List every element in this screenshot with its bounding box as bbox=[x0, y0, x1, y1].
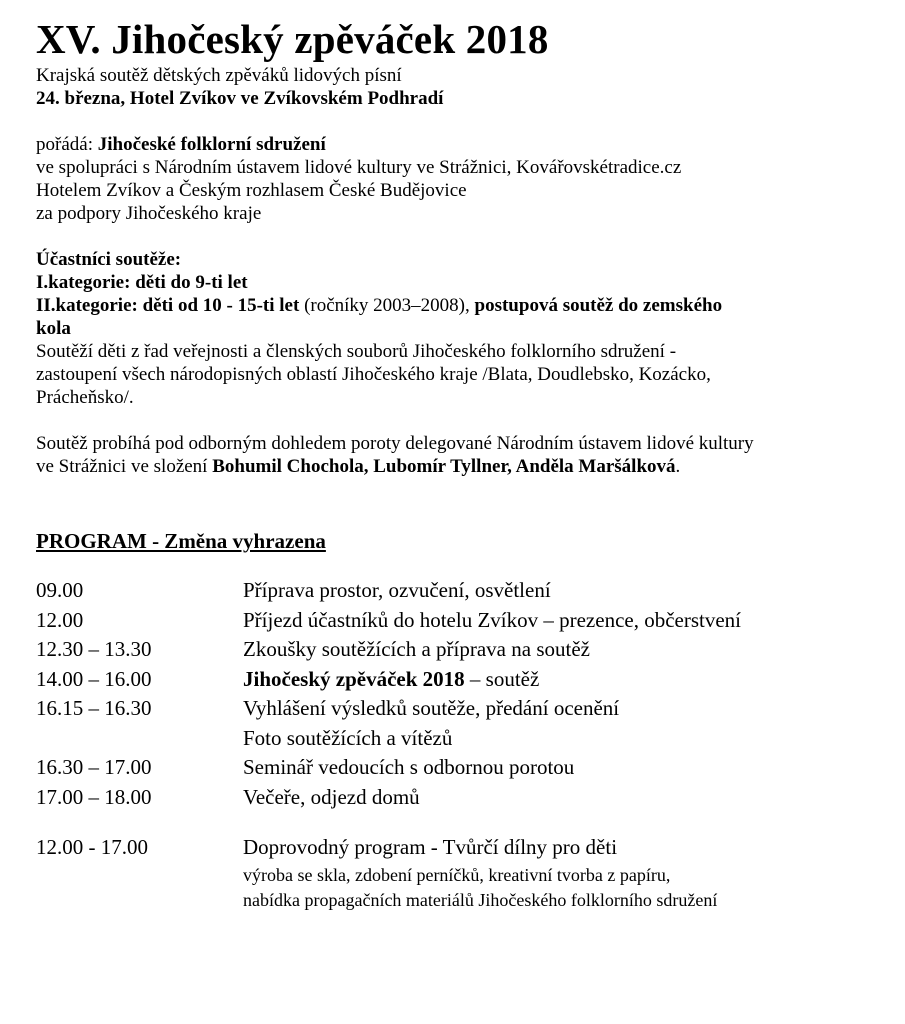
schedule-activity: Foto soutěžících a vítězů bbox=[243, 725, 453, 750]
schedule-row bbox=[36, 576, 886, 606]
schedule-time: 09.00 bbox=[36, 578, 84, 602]
spacer bbox=[36, 554, 886, 576]
schedule-row bbox=[36, 665, 886, 695]
schedule-activity: Vyhlášení výsledků soutěže, předání ocenění bbox=[243, 696, 620, 720]
schedule-time: 12.30 – 13.30 bbox=[36, 637, 152, 661]
cooperation-line-1: ve spolupráci s Národním ústavem lidové kultury ve Strážnici, Kovářovskétradice.cz bbox=[36, 157, 682, 178]
schedule-time bbox=[36, 724, 243, 754]
schedule-activity: Zkoušky soutěžících a příprava na soutěž bbox=[243, 637, 590, 661]
support-line: za podpory Jihočeského kraje bbox=[36, 203, 262, 224]
schedule-row bbox=[36, 724, 886, 754]
spacer bbox=[36, 225, 886, 248]
schedule-row bbox=[36, 635, 886, 665]
schedule-activity: Příprava prostor, ozvučení, osvětlení bbox=[243, 578, 551, 602]
participants-text-2: zastoupení všech národopisných oblastí Jihočeského kraje /Blata, Doudlebsko, Kozácko, bbox=[36, 364, 711, 385]
jury-suffix: . bbox=[675, 456, 681, 477]
category-2-note: postupová soutěž do zemského bbox=[474, 295, 723, 316]
document-title: XV. Jihočeský zpěváček 2018 bbox=[36, 16, 549, 62]
spacer bbox=[36, 812, 886, 833]
competition-name: Jihočeský zpěváček 2018 bbox=[243, 666, 465, 691]
workshop-detail-1: výroba se skla, zdobení perníčků, kreativní tvorba z papíru, bbox=[243, 864, 671, 885]
schedule-row bbox=[36, 783, 886, 813]
jury-line-2 bbox=[36, 455, 886, 478]
schedule-row bbox=[36, 694, 886, 724]
schedule-activity bbox=[243, 665, 886, 695]
jury-names: Bohumil Chochola, Lubomír Tyllner, Anděla Maršálková bbox=[212, 456, 676, 477]
jury-line-1: Soutěž probíhá pod odborným dohledem poroty delegované Národním ústavem lidové kultury bbox=[36, 433, 754, 454]
category-2-years: (ročníky 2003–2008), bbox=[299, 295, 475, 316]
schedule-activity: Doprovodný program - Tvůrčí dílny pro děti bbox=[243, 835, 618, 859]
jury-prefix: ve Strážnici ve složení bbox=[36, 456, 213, 477]
schedule-row bbox=[36, 753, 886, 783]
subtitle: Krajská soutěž dětských zpěváků lidových písní bbox=[36, 65, 402, 86]
organizer-label: pořádá: bbox=[36, 134, 98, 155]
spacer bbox=[36, 409, 886, 432]
spacer bbox=[36, 110, 886, 133]
schedule-time: 12.00 bbox=[36, 607, 84, 632]
competition-suffix: – soutěž bbox=[464, 666, 540, 691]
document-page bbox=[36, 14, 886, 913]
category-2-label: II.kategorie: děti od 10 - 15-ti let bbox=[36, 295, 300, 316]
schedule-row bbox=[36, 606, 886, 636]
participants-text-1: Soutěží děti z řad veřejnosti a členských souborů Jihočeského folklorního sdružení - bbox=[36, 341, 677, 362]
program-heading: PROGRAM - Změna vyhrazena bbox=[36, 529, 326, 553]
cooperation-line-2: Hotelem Zvíkov a Českým rozhlasem České Budějovice bbox=[36, 180, 467, 201]
program-schedule bbox=[36, 576, 886, 913]
schedule-time: 17.00 – 18.00 bbox=[36, 784, 152, 809]
participants-heading: Účastníci soutěže: bbox=[36, 249, 182, 270]
schedule-activity: Seminář vedoucích s odbornou porotou bbox=[243, 755, 575, 779]
organizer-line bbox=[36, 133, 886, 156]
schedule-time: 16.30 – 17.00 bbox=[36, 755, 152, 779]
category-2 bbox=[36, 294, 886, 317]
spacer bbox=[36, 478, 886, 528]
date-place: 24. března, Hotel Zvíkov ve Zvíkovském Podhradí bbox=[36, 88, 444, 109]
participants-text-3: Prácheňsko/. bbox=[36, 387, 134, 408]
schedule-time: 16.15 – 16.30 bbox=[36, 696, 152, 720]
organizer-name: Jihočeské folklorní sdružení bbox=[97, 134, 326, 155]
schedule-row-extra bbox=[36, 833, 886, 863]
category-2-note-cont: kola bbox=[36, 318, 71, 339]
schedule-activity: Večeře, odjezd domů bbox=[243, 784, 420, 809]
category-1: I.kategorie: děti do 9-ti let bbox=[36, 272, 248, 293]
schedule-activity: Příjezd účastníků do hotelu Zvíkov – prezence, občerstvení bbox=[243, 607, 742, 632]
schedule-time: 14.00 – 16.00 bbox=[36, 666, 152, 691]
schedule-time: 12.00 - 17.00 bbox=[36, 835, 148, 859]
workshop-detail-2: nabídka propagačních materiálů Jihočeského folklorního sdružení bbox=[243, 889, 718, 910]
